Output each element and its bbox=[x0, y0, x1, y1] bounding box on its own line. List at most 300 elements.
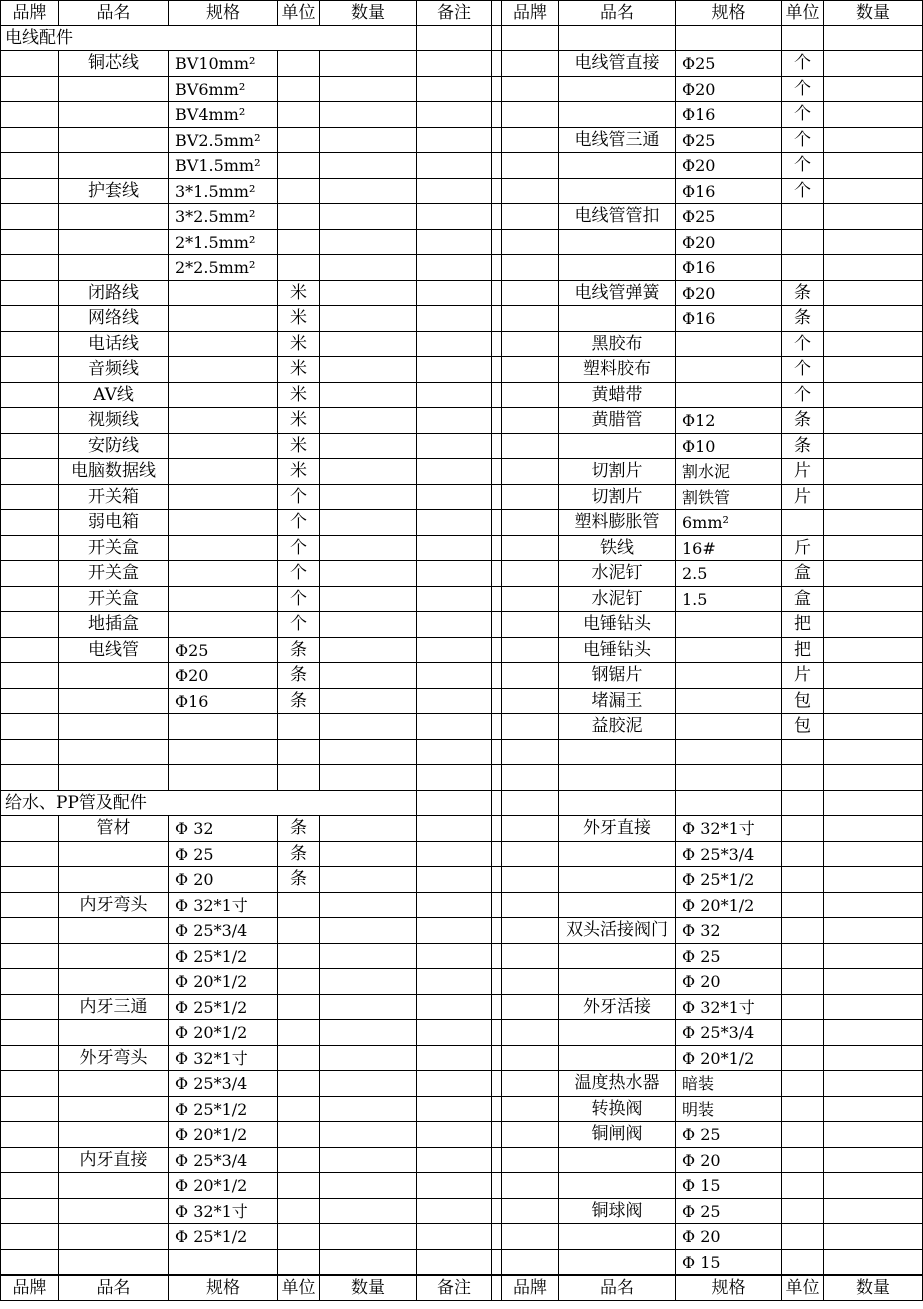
cell-qty-r bbox=[824, 1020, 923, 1046]
cell-qty-r bbox=[824, 26, 923, 52]
cell-spec: Φ 20 bbox=[169, 867, 278, 893]
cell-item-r bbox=[559, 1020, 676, 1046]
cell-item bbox=[59, 1250, 169, 1276]
cell-item-r bbox=[559, 867, 676, 893]
cell-brand-r bbox=[502, 1224, 559, 1250]
cell-unit bbox=[278, 944, 320, 970]
cell-brand-r bbox=[502, 663, 559, 689]
cell-brand bbox=[0, 510, 59, 536]
cell-gap bbox=[492, 689, 502, 715]
cell-unit-r: 斤 bbox=[782, 536, 824, 562]
cell-unit bbox=[278, 179, 320, 205]
cell-item-r bbox=[559, 179, 676, 205]
cell-item-r bbox=[559, 944, 676, 970]
cell-brand bbox=[0, 561, 59, 587]
cell-brand bbox=[0, 1071, 59, 1097]
cell-unit-r bbox=[782, 969, 824, 995]
cell-unit: 米 bbox=[278, 383, 320, 409]
cell-unit: 米 bbox=[278, 332, 320, 358]
cell-note bbox=[417, 1148, 492, 1174]
cell-item-r: 切割片 bbox=[559, 485, 676, 511]
cell-qty-r bbox=[824, 153, 923, 179]
cell-qty-r bbox=[824, 663, 923, 689]
cell-item-r: 电线管直接 bbox=[559, 51, 676, 77]
cell-brand bbox=[0, 1097, 59, 1123]
cell-unit bbox=[278, 230, 320, 256]
cell-unit bbox=[278, 153, 320, 179]
cell-unit-r: 条 bbox=[782, 434, 824, 460]
cell-brand bbox=[0, 1148, 59, 1174]
cell-note bbox=[417, 485, 492, 511]
cell-spec: Φ 20*1/2 bbox=[169, 1122, 278, 1148]
cell-qty bbox=[320, 842, 417, 868]
cell-brand-r bbox=[502, 306, 559, 332]
table-row bbox=[0, 536, 923, 562]
cell-brand-r bbox=[502, 1122, 559, 1148]
cell-spec-r: 1.5 bbox=[676, 587, 782, 613]
cell-item-r: 铁线 bbox=[559, 536, 676, 562]
cell-qty-r bbox=[824, 179, 923, 205]
cell-note bbox=[417, 689, 492, 715]
cell-qty bbox=[320, 434, 417, 460]
cell-brand bbox=[0, 128, 59, 154]
cell-brand bbox=[0, 1173, 59, 1199]
cell-unit-r bbox=[782, 765, 824, 791]
cell-qty bbox=[320, 893, 417, 919]
table-row bbox=[0, 128, 923, 154]
cell-spec-r: Φ 20*1/2 bbox=[676, 893, 782, 919]
cell-spec: Φ 20*1/2 bbox=[169, 969, 278, 995]
cell-brand-r bbox=[502, 102, 559, 128]
cell-spec-r bbox=[676, 740, 782, 766]
cell-qty-r bbox=[824, 791, 923, 817]
cell-note bbox=[417, 842, 492, 868]
cell-item-r: 转换阀 bbox=[559, 1097, 676, 1123]
cell-unit: 个 bbox=[278, 612, 320, 638]
cell-qty-r bbox=[824, 536, 923, 562]
cell-item: 音频线 bbox=[59, 357, 169, 383]
cell-gap bbox=[492, 1148, 502, 1174]
cell-note bbox=[417, 536, 492, 562]
cell-gap bbox=[492, 485, 502, 511]
header-row-unit: 单位 bbox=[278, 0, 320, 26]
cell-spec: Φ 25*3/4 bbox=[169, 1071, 278, 1097]
cell-qty bbox=[320, 1046, 417, 1072]
cell-qty bbox=[320, 1020, 417, 1046]
table-row bbox=[0, 587, 923, 613]
cell-note bbox=[417, 306, 492, 332]
cell-brand bbox=[0, 459, 59, 485]
cell-spec: BV6mm² bbox=[169, 77, 278, 103]
cell-unit: 个 bbox=[278, 587, 320, 613]
cell-item-r: 黑胶布 bbox=[559, 332, 676, 358]
cell-brand bbox=[0, 204, 59, 230]
cell-item bbox=[59, 663, 169, 689]
cell-item-r bbox=[559, 765, 676, 791]
cell-gap bbox=[492, 1122, 502, 1148]
cell-qty bbox=[320, 714, 417, 740]
cell-spec-r: Φ25 bbox=[676, 204, 782, 230]
cell-note bbox=[417, 944, 492, 970]
cell-unit-r: 片 bbox=[782, 485, 824, 511]
cell-note bbox=[417, 383, 492, 409]
table-row bbox=[0, 102, 923, 128]
table-row bbox=[0, 357, 923, 383]
cell-qty bbox=[320, 510, 417, 536]
cell-spec bbox=[169, 383, 278, 409]
table-row bbox=[0, 153, 923, 179]
cell-brand bbox=[0, 867, 59, 893]
cell-note bbox=[417, 587, 492, 613]
cell-brand-r bbox=[502, 791, 559, 817]
table-row bbox=[0, 332, 923, 358]
cell-qty-r bbox=[824, 1250, 923, 1276]
cell-note bbox=[417, 791, 492, 817]
cell-note bbox=[417, 255, 492, 281]
cell-item-r bbox=[559, 893, 676, 919]
cell-qty bbox=[320, 536, 417, 562]
cell-unit bbox=[278, 255, 320, 281]
cell-qty-r bbox=[824, 1199, 923, 1225]
cell-brand-r bbox=[502, 612, 559, 638]
cell-item: 铜芯线 bbox=[59, 51, 169, 77]
cell-item: 电话线 bbox=[59, 332, 169, 358]
footer-row-qty-r: 数量 bbox=[824, 1275, 923, 1301]
table-row bbox=[0, 1224, 923, 1250]
cell-brand bbox=[0, 918, 59, 944]
header-row-spec: 规格 bbox=[169, 0, 278, 26]
cell-brand bbox=[0, 1020, 59, 1046]
cell-qty-r bbox=[824, 510, 923, 536]
cell-item bbox=[59, 1071, 169, 1097]
cell-unit-r bbox=[782, 1046, 824, 1072]
cell-unit bbox=[278, 969, 320, 995]
cell-gap bbox=[492, 510, 502, 536]
cell-qty-r bbox=[824, 204, 923, 230]
cell-brand bbox=[0, 638, 59, 664]
cell-item bbox=[59, 255, 169, 281]
cell-spec-r: 明装 bbox=[676, 1097, 782, 1123]
cell-item-r: 铜球阀 bbox=[559, 1199, 676, 1225]
cell-spec-r: 割铁管 bbox=[676, 485, 782, 511]
cell-unit bbox=[278, 1224, 320, 1250]
cell-brand bbox=[0, 1199, 59, 1225]
cell-item-r: 外牙活接 bbox=[559, 995, 676, 1021]
footer-row-note: 备注 bbox=[417, 1275, 492, 1301]
cell-note bbox=[417, 816, 492, 842]
cell-unit-r: 个 bbox=[782, 77, 824, 103]
table-row bbox=[0, 204, 923, 230]
header-row-item: 品名 bbox=[59, 0, 169, 26]
cell-qty bbox=[320, 357, 417, 383]
table-row bbox=[0, 1250, 923, 1276]
cell-qty bbox=[320, 867, 417, 893]
cell-spec-r: Φ20 bbox=[676, 230, 782, 256]
cell-spec-r: Φ 15 bbox=[676, 1173, 782, 1199]
cell-unit-r bbox=[782, 995, 824, 1021]
cell-unit-r bbox=[782, 1224, 824, 1250]
cell-unit: 米 bbox=[278, 281, 320, 307]
table-row bbox=[0, 1071, 923, 1097]
cell-item: 外牙弯头 bbox=[59, 1046, 169, 1072]
cell-unit: 米 bbox=[278, 459, 320, 485]
table-row bbox=[0, 1173, 923, 1199]
cell-qty-r bbox=[824, 128, 923, 154]
cell-spec-r bbox=[676, 26, 782, 52]
cell-item-r: 电锤钻头 bbox=[559, 638, 676, 664]
cell-qty bbox=[320, 306, 417, 332]
cell-item-r bbox=[559, 255, 676, 281]
table-row bbox=[0, 1020, 923, 1046]
cell-brand-r bbox=[502, 383, 559, 409]
cell-brand bbox=[0, 816, 59, 842]
section-title: 电线配件 bbox=[0, 26, 416, 52]
cell-gap bbox=[492, 255, 502, 281]
cell-item-r bbox=[559, 1173, 676, 1199]
cell-item-r bbox=[559, 26, 676, 52]
cell-unit: 个 bbox=[278, 485, 320, 511]
cell-spec bbox=[169, 408, 278, 434]
cell-unit: 条 bbox=[278, 816, 320, 842]
cell-unit-r bbox=[782, 255, 824, 281]
cell-brand-r bbox=[502, 893, 559, 919]
cell-qty bbox=[320, 663, 417, 689]
cell-item bbox=[59, 204, 169, 230]
cell-gap bbox=[492, 1173, 502, 1199]
cell-spec: Φ 20*1/2 bbox=[169, 1020, 278, 1046]
cell-qty-r bbox=[824, 714, 923, 740]
cell-item: 内牙直接 bbox=[59, 1148, 169, 1174]
cell-spec: Φ 32*1寸 bbox=[169, 1046, 278, 1072]
cell-brand-r bbox=[502, 408, 559, 434]
cell-brand-r bbox=[502, 867, 559, 893]
table-row bbox=[0, 893, 923, 919]
table-row bbox=[0, 714, 923, 740]
cell-qty bbox=[320, 230, 417, 256]
cell-brand-r bbox=[502, 357, 559, 383]
cell-brand-r bbox=[502, 638, 559, 664]
cell-note bbox=[417, 638, 492, 664]
cell-spec bbox=[169, 459, 278, 485]
cell-item-r: 堵漏王 bbox=[559, 689, 676, 715]
cell-item bbox=[59, 740, 169, 766]
header-row-brand: 品牌 bbox=[0, 0, 59, 26]
cell-item-r: 塑料胶布 bbox=[559, 357, 676, 383]
cell-unit-r: 个 bbox=[782, 153, 824, 179]
cell-qty-r bbox=[824, 995, 923, 1021]
footer-row-gap bbox=[492, 1275, 502, 1301]
cell-qty bbox=[320, 408, 417, 434]
cell-brand-r bbox=[502, 281, 559, 307]
cell-unit bbox=[278, 1199, 320, 1225]
cell-item-r bbox=[559, 306, 676, 332]
cell-unit-r bbox=[782, 1148, 824, 1174]
cell-gap bbox=[492, 230, 502, 256]
cell-gap bbox=[492, 179, 502, 205]
cell-item: 电线管 bbox=[59, 638, 169, 664]
cell-qty bbox=[320, 332, 417, 358]
cell-brand-r bbox=[502, 536, 559, 562]
cell-spec-r: Φ25 bbox=[676, 51, 782, 77]
cell-note bbox=[417, 230, 492, 256]
table-row bbox=[0, 638, 923, 664]
cell-unit-r: 个 bbox=[782, 102, 824, 128]
cell-spec-r: Φ 20 bbox=[676, 969, 782, 995]
cell-spec-r: Φ16 bbox=[676, 102, 782, 128]
cell-unit: 米 bbox=[278, 357, 320, 383]
cell-note bbox=[417, 765, 492, 791]
cell-spec-r bbox=[676, 689, 782, 715]
cell-spec: Φ25 bbox=[169, 638, 278, 664]
cell-qty bbox=[320, 485, 417, 511]
cell-note bbox=[417, 153, 492, 179]
cell-unit-r: 盒 bbox=[782, 587, 824, 613]
cell-note bbox=[417, 663, 492, 689]
cell-spec-r: Φ10 bbox=[676, 434, 782, 460]
cell-unit-r: 包 bbox=[782, 714, 824, 740]
cell-note bbox=[417, 128, 492, 154]
cell-brand bbox=[0, 408, 59, 434]
cell-qty-r bbox=[824, 867, 923, 893]
cell-note bbox=[417, 26, 492, 52]
cell-unit: 条 bbox=[278, 689, 320, 715]
cell-gap bbox=[492, 918, 502, 944]
cell-unit: 条 bbox=[278, 842, 320, 868]
cell-item-r bbox=[559, 1046, 676, 1072]
cell-gap bbox=[492, 102, 502, 128]
cell-unit bbox=[278, 1097, 320, 1123]
cell-item bbox=[59, 765, 169, 791]
cell-spec-r: Φ 25*1/2 bbox=[676, 867, 782, 893]
cell-gap bbox=[492, 867, 502, 893]
cell-qty bbox=[320, 1122, 417, 1148]
cell-brand bbox=[0, 1224, 59, 1250]
cell-gap bbox=[492, 893, 502, 919]
footer-row bbox=[0, 1275, 923, 1301]
cell-qty-r bbox=[824, 816, 923, 842]
cell-brand-r bbox=[502, 1173, 559, 1199]
cell-spec-r: Φ 25 bbox=[676, 1199, 782, 1225]
cell-note bbox=[417, 995, 492, 1021]
cell-qty-r bbox=[824, 255, 923, 281]
cell-item-r: 电锤钻头 bbox=[559, 612, 676, 638]
cell-spec: BV2.5mm² bbox=[169, 128, 278, 154]
cell-unit bbox=[278, 1148, 320, 1174]
cell-spec bbox=[169, 740, 278, 766]
cell-gap bbox=[492, 791, 502, 817]
cell-spec: Φ 32*1寸 bbox=[169, 893, 278, 919]
cell-gap bbox=[492, 612, 502, 638]
cell-spec bbox=[169, 485, 278, 511]
cell-item-r: 益胶泥 bbox=[559, 714, 676, 740]
cell-note bbox=[417, 740, 492, 766]
cell-brand bbox=[0, 434, 59, 460]
cell-qty bbox=[320, 77, 417, 103]
cell-spec: Φ 25*1/2 bbox=[169, 995, 278, 1021]
cell-spec-r: Φ 32*1寸 bbox=[676, 816, 782, 842]
cell-gap bbox=[492, 1020, 502, 1046]
table-row bbox=[0, 816, 923, 842]
table-row bbox=[0, 383, 923, 409]
footer-row-item-r: 品名 bbox=[559, 1275, 676, 1301]
cell-item-r: 水泥钉 bbox=[559, 561, 676, 587]
cell-item bbox=[59, 918, 169, 944]
cell-item-r: 黄腊管 bbox=[559, 408, 676, 434]
cell-gap bbox=[492, 383, 502, 409]
cell-unit-r bbox=[782, 893, 824, 919]
cell-note bbox=[417, 1097, 492, 1123]
cell-brand-r bbox=[502, 1097, 559, 1123]
cell-unit-r bbox=[782, 1097, 824, 1123]
cell-item-r: 双头活接阀门 bbox=[559, 918, 676, 944]
cell-qty-r bbox=[824, 408, 923, 434]
cell-qty bbox=[320, 1224, 417, 1250]
cell-note bbox=[417, 1224, 492, 1250]
cell-brand bbox=[0, 102, 59, 128]
header-row-qty: 数量 bbox=[320, 0, 417, 26]
cell-qty bbox=[320, 1250, 417, 1276]
cell-gap bbox=[492, 1250, 502, 1276]
table-row bbox=[0, 179, 923, 205]
cell-qty-r bbox=[824, 77, 923, 103]
cell-spec: Φ 32 bbox=[169, 816, 278, 842]
cell-gap bbox=[492, 765, 502, 791]
cell-qty-r bbox=[824, 893, 923, 919]
cell-spec-r: 2.5 bbox=[676, 561, 782, 587]
cell-brand bbox=[0, 383, 59, 409]
cell-qty-r bbox=[824, 357, 923, 383]
cell-item-r bbox=[559, 77, 676, 103]
cell-gap bbox=[492, 434, 502, 460]
cell-note bbox=[417, 1122, 492, 1148]
cell-qty bbox=[320, 179, 417, 205]
cell-spec bbox=[169, 306, 278, 332]
footer-row-brand-r: 品牌 bbox=[502, 1275, 559, 1301]
footer-row-brand: 品牌 bbox=[0, 1275, 59, 1301]
cell-brand-r bbox=[502, 1148, 559, 1174]
cell-brand bbox=[0, 51, 59, 77]
cell-qty bbox=[320, 995, 417, 1021]
cell-spec bbox=[169, 510, 278, 536]
cell-note bbox=[417, 102, 492, 128]
table-row bbox=[0, 306, 923, 332]
cell-gap bbox=[492, 969, 502, 995]
cell-item: AV线 bbox=[59, 383, 169, 409]
cell-brand-r bbox=[502, 153, 559, 179]
cell-qty bbox=[320, 204, 417, 230]
cell-qty bbox=[320, 1173, 417, 1199]
cell-gap bbox=[492, 714, 502, 740]
cell-qty bbox=[320, 102, 417, 128]
cell-qty bbox=[320, 689, 417, 715]
cell-note bbox=[417, 77, 492, 103]
cell-brand-r bbox=[502, 714, 559, 740]
cell-qty-r bbox=[824, 281, 923, 307]
cell-gap bbox=[492, 281, 502, 307]
cell-spec-r: 6mm² bbox=[676, 510, 782, 536]
cell-spec: Φ 20*1/2 bbox=[169, 1173, 278, 1199]
cell-brand bbox=[0, 587, 59, 613]
cell-item bbox=[59, 230, 169, 256]
cell-unit: 米 bbox=[278, 408, 320, 434]
cell-qty bbox=[320, 51, 417, 77]
cell-brand-r bbox=[502, 816, 559, 842]
header-row-note: 备注 bbox=[417, 0, 492, 26]
cell-gap bbox=[492, 153, 502, 179]
table-row bbox=[0, 867, 923, 893]
cell-unit-r bbox=[782, 918, 824, 944]
header-row-unit-r: 单位 bbox=[782, 0, 824, 26]
